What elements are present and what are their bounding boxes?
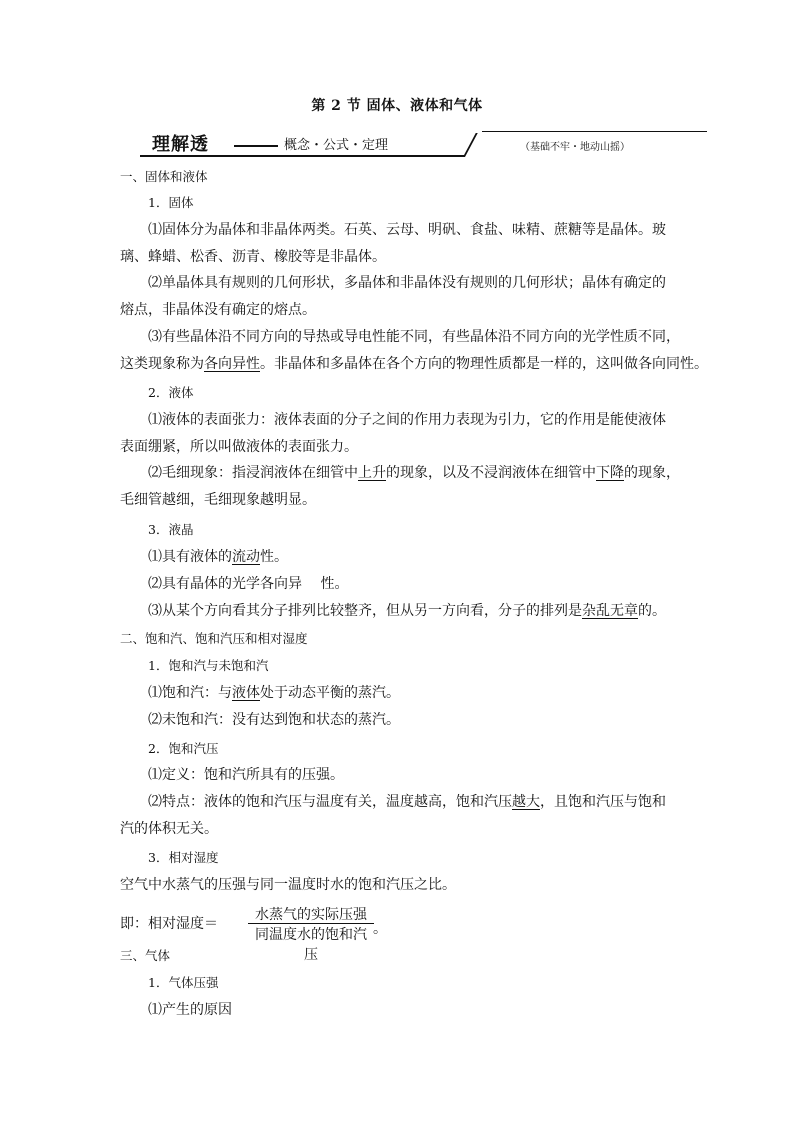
paragraph-line: ⑴产生的原因 (148, 1002, 232, 1018)
paragraph-line (148, 601, 708, 621)
paragraph-line (120, 354, 708, 374)
underlined-term: 杂乱无章 (582, 603, 638, 619)
paragraph-line: 空气中水蒸气的压强与同一温度时水的饱和汽压之比。 (120, 877, 456, 893)
formula-numerator: 水蒸气的实际压强 (255, 907, 367, 923)
text: 性。 (260, 549, 288, 565)
formula-denominator: 同温度水的饱和汽压 (255, 927, 367, 963)
paragraph-line (148, 463, 708, 483)
underlined-term: 下降 (596, 465, 624, 481)
text: ⑶从某个方向看其分子排列比较整齐，但从另一方向看，分子的排列是 (148, 603, 582, 619)
subheading-solid: 1．固体 (148, 195, 194, 210)
underlined-term: 各向异性 (204, 356, 260, 372)
text: 这类现象称为 (120, 356, 204, 372)
underlined-term: 流动 (232, 549, 260, 565)
text: 的现象，以及不浸润液体在细管中 (386, 465, 596, 481)
banner-slash (463, 133, 478, 157)
banner-sub-label (234, 134, 388, 153)
paragraph-line: ⑵具有晶体的光学各向异 性。 (148, 576, 349, 592)
subheading-vapor-pressure: 2．饱和汽压 (148, 741, 219, 756)
text: 的现象， (624, 465, 680, 481)
paragraph-line (148, 683, 708, 703)
paragraph-line: 熔点，非晶体没有确定的熔点。 (120, 302, 316, 318)
text: ⑵毛细现象：指浸润液体在细管中 (148, 465, 358, 481)
text: ⑴饱和汽：与 (148, 685, 232, 701)
paragraph-line: ⑴液体的表面张力：液体表面的分子之间的作用力表现为引力，它的作用是能使液体 (148, 412, 666, 428)
underlined-term: 越大 (512, 794, 540, 810)
underlined-term: 上升 (358, 465, 386, 481)
paragraph-line (148, 547, 708, 567)
formula-end: 。 (373, 921, 387, 937)
paragraph-line: 毛细管越细，毛细现象越明显。 (120, 492, 316, 508)
subheading-relative-humidity: 3．相对湿度 (148, 850, 219, 865)
paragraph-line: ⑵单晶体具有规则的几何形状，多晶体和非晶体没有规则的几何形状；晶体有确定的 (148, 275, 666, 291)
banner-sub-text: 概念・公式・定理 (284, 138, 389, 153)
text: 。非晶体和多晶体在各个方向的物理性质都是一样的，这叫做各向同性。 (260, 356, 708, 372)
text: ，且饱和汽压与饱和 (540, 794, 666, 810)
paragraph-line: ⑴定义：饱和汽所具有的压强。 (148, 767, 344, 783)
formula-lead: 即：相对湿度＝ (120, 916, 218, 932)
subheading-liquid: 2．液体 (148, 385, 194, 400)
paragraph-line: ⑴固体分为晶体和非晶体两类。石英、云母、明矾、食盐、味精、蔗糖等是晶体。玻 (148, 222, 666, 238)
banner-main-label: 理解透 (152, 134, 209, 155)
page-title: 第 2 节 固体、液体和气体 (311, 98, 483, 114)
paragraph-line: ⑶有些晶体沿不同方向的导热或导电性能不同，有些晶体沿不同方向的光学性质不同， (148, 329, 680, 345)
text: ⑴具有液体的 (148, 549, 232, 565)
section-heading-3: 三、气体 (120, 948, 171, 963)
banner-underline (140, 155, 465, 157)
paragraph-line: 汽的体积无关。 (120, 821, 218, 837)
banner-note: （基础不牢・地动山摇） (520, 142, 630, 153)
banner-dash (234, 145, 278, 147)
text: ⑵特点：液体的饱和汽压与温度有关，温度越高，饱和汽压 (148, 794, 512, 810)
section-banner (140, 128, 710, 158)
paragraph-line (148, 792, 708, 812)
subheading-gas-pressure: 1．气体压强 (148, 975, 219, 990)
subheading-saturated-vapor: 1．饱和汽与未饱和汽 (148, 658, 269, 673)
text: 处于动态平衡的蒸汽。 (260, 685, 400, 701)
subheading-liquid-crystal: 3．液晶 (148, 522, 194, 537)
paragraph-line: 表面绷紧，所以叫做液体的表面张力。 (120, 439, 358, 455)
section-heading-1: 一、固体和液体 (120, 169, 208, 184)
text: 的。 (638, 603, 666, 619)
banner-right-line (482, 131, 707, 132)
paragraph-line: 璃、蜂蜡、松香、沥青、橡胶等是非晶体。 (120, 249, 386, 265)
paragraph-line: ⑵未饱和汽：没有达到饱和状态的蒸汽。 (148, 712, 400, 728)
underlined-term: 液体 (232, 685, 260, 701)
section-heading-2: 二、饱和汽、饱和汽压和相对湿度 (120, 631, 308, 646)
